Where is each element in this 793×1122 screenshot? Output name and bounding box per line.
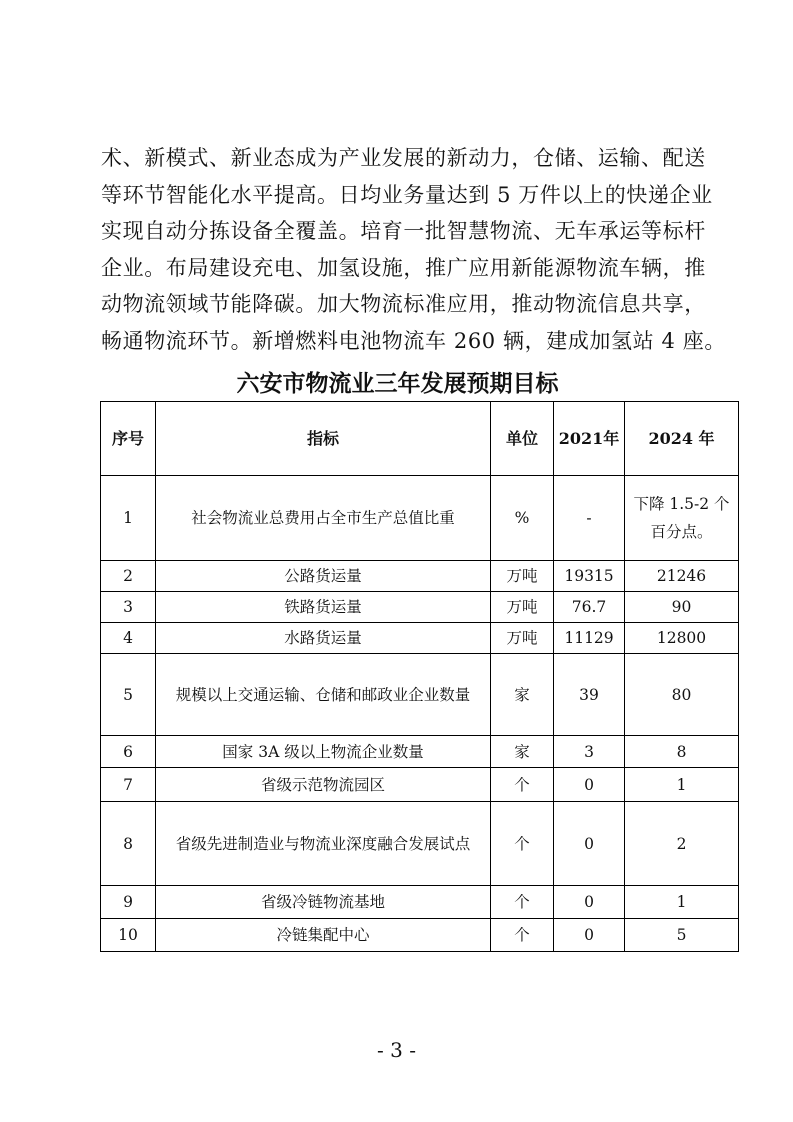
header-2021: 2021年 — [554, 402, 625, 476]
cell-indicator: 社会物流业总费用占全市生产总值比重 — [156, 476, 491, 561]
cell-2024: 8 — [625, 736, 739, 768]
cell-unit: 家 — [491, 654, 554, 736]
cell-2021: 19315 — [554, 561, 625, 592]
cell-seq: 1 — [101, 476, 156, 561]
paragraph-line: 术、新模式、新业态成为产业发展的新动力，仓储、运输、配送 — [101, 146, 706, 170]
cell-seq: 2 — [101, 561, 156, 592]
header-indicator: 指标 — [156, 402, 491, 476]
cell-unit: 万吨 — [491, 561, 554, 592]
table-row — [101, 802, 739, 886]
cell-2024: 21246 — [625, 561, 739, 592]
page-number: - 3 - — [377, 1038, 416, 1062]
table-row — [101, 592, 739, 623]
cell-unit: % — [491, 476, 554, 561]
table-header-row — [101, 402, 739, 476]
table-row — [101, 561, 739, 592]
table-row — [101, 768, 739, 802]
table-row — [101, 886, 739, 919]
cell-2024: 1 — [625, 768, 739, 802]
cell-seq: 3 — [101, 592, 156, 623]
paragraph-line: 实现自动分拣设备全覆盖。培育一批智慧物流、无车承运等标杆 — [101, 219, 706, 243]
cell-2021: 11129 — [554, 623, 625, 654]
body-paragraph — [101, 140, 726, 359]
paragraph-line: 畅通物流环节。新增燃料电池物流车 260 辆，建成加氢站 4 座。 — [101, 328, 726, 353]
header-unit: 单位 — [491, 402, 554, 476]
cell-2024: 80 — [625, 654, 739, 736]
cell-indicator: 省级先进制造业与物流业深度融合发展试点 — [156, 802, 491, 886]
cell-seq: 6 — [101, 736, 156, 768]
cell-indicator: 水路货运量 — [156, 623, 491, 654]
cell-indicator: 省级冷链物流基地 — [156, 886, 491, 919]
cell-2024: 12800 — [625, 623, 739, 654]
cell-indicator: 规模以上交通运输、仓储和邮政业企业数量 — [156, 654, 491, 736]
cell-2021: 76.7 — [554, 592, 625, 623]
cell-2024: 90 — [625, 592, 739, 623]
cell-indicator: 公路货运量 — [156, 561, 491, 592]
cell-2021: 0 — [554, 768, 625, 802]
cell-unit: 万吨 — [491, 592, 554, 623]
targets-table — [100, 401, 739, 952]
cell-indicator: 国家 3A 级以上物流企业数量 — [156, 736, 491, 768]
paragraph-line: 企业。布局建设充电、加氢设施，推广应用新能源物流车辆，推 — [101, 255, 706, 280]
cell-2024: 1 — [625, 886, 739, 919]
table-row — [101, 476, 739, 561]
cell-seq: 9 — [101, 886, 156, 919]
cell-2021: 39 — [554, 654, 625, 736]
cell-unit: 家 — [491, 736, 554, 768]
cell-unit: 个 — [491, 802, 554, 886]
cell-2021: 0 — [554, 802, 625, 886]
table-row — [101, 654, 739, 736]
cell-unit: 个 — [491, 919, 554, 952]
cell-indicator: 省级示范物流园区 — [156, 768, 491, 802]
cell-unit: 个 — [491, 768, 554, 802]
cell-seq: 5 — [101, 654, 156, 736]
table-title: 六安市物流业三年发展预期目标 — [236, 370, 559, 397]
cell-2021: - — [554, 476, 625, 561]
cell-2021: 0 — [554, 919, 625, 952]
cell-indicator: 铁路货运量 — [156, 592, 491, 623]
cell-2024: 下降 1.5-2 个百分点。 — [625, 476, 739, 561]
paragraph-line: 动物流领域节能降碳。加大物流标准应用，推动物流信息共享， — [101, 292, 706, 316]
cell-seq: 10 — [101, 919, 156, 952]
table-row — [101, 623, 739, 654]
cell-unit: 个 — [491, 886, 554, 919]
header-seq: 序号 — [101, 402, 156, 476]
cell-2024: 2 — [625, 802, 739, 886]
table-row — [101, 919, 739, 952]
cell-2021: 0 — [554, 886, 625, 919]
cell-indicator: 冷链集配中心 — [156, 919, 491, 952]
cell-seq: 8 — [101, 802, 156, 886]
table-row — [101, 736, 739, 768]
cell-seq: 4 — [101, 623, 156, 654]
cell-2021: 3 — [554, 736, 625, 768]
paragraph-line: 等环节智能化水平提高。日均业务量达到 5 万件以上的快递企业 — [101, 182, 713, 207]
header-2024: 2024 年 — [625, 402, 739, 476]
cell-2024: 5 — [625, 919, 739, 952]
cell-seq: 7 — [101, 768, 156, 802]
cell-unit: 万吨 — [491, 623, 554, 654]
